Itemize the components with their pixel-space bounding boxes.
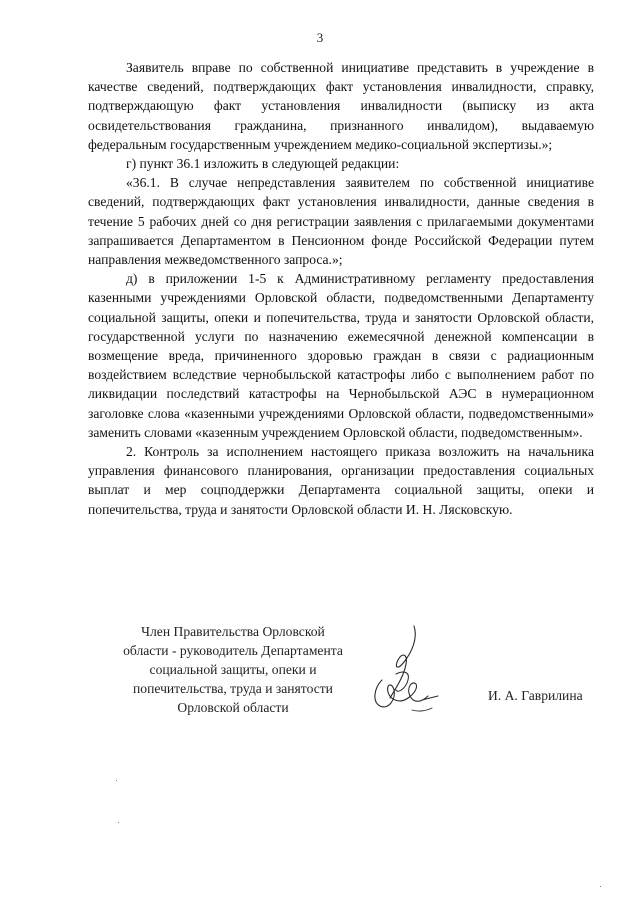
signatory-title-line: области - руководитель Департамента xyxy=(123,643,343,658)
signatory-title-line: Член Правительства Орловской xyxy=(141,624,325,639)
handwritten-signature-icon xyxy=(352,618,444,718)
scan-speck xyxy=(118,822,119,823)
paragraph-applicant-right: Заявитель вправе по собственной инициативе представить в учреждение в качестве сведений, подтверждающих факт установления инвалидности, справку, подтверждающую факт установления инвалидности (выписку из акта освидетельствования гражданина, признанного инвалидом), выдаваемую федеральным государственным учреждением медико-социальной экспертизы.»; xyxy=(88,60,594,152)
signatory-title-line: социальной защиты, опеки и xyxy=(149,662,317,677)
paragraph-item-g: г) пункт 36.1 изложить в следующей редакции: xyxy=(126,156,400,172)
paragraph-item-d: д) в приложении 1-5 к Административному регламенту предоставления казенными учреждениями Орловской области, подведомственными Департаменту социальной защиты, опеки и попечительства, труда и занятости Орловской области, государственной услуги по назначению ежемесячной денежной компенсации в возмещение вреда, причиненного здоровью граждан в связи с радиационным воздействием вследствие чернобыльской катастрофы либо с выполнением работ по ликвидации последствий катастрофы на Чернобыльской АЭС в нумерационном заголовке слова «казенными учреждениями Орловской области, подведомственными» заменить словами «казенным учреждением Орловской области, подведомственным». xyxy=(88,271,594,440)
signatory-title-line: Орловской области xyxy=(177,700,289,715)
paragraph-point-36-1: «36.1. В случае непредставления заявителем по собственной инициативе сведений, подтверждающих факт установления инвалидности, данные сведения в течение 5 рабочих дней со дня регистрации заявления с прилагаемыми документами запрашивается Департаментом в Пенсионном фонде Российской Федерации путем направления межведомственного запроса.»; xyxy=(88,175,594,268)
page-number: 3 xyxy=(316,30,324,45)
scan-speck xyxy=(600,886,601,887)
signer-name: И. А. Гаврилина xyxy=(488,688,583,703)
signatory-title-line: попечительства, труда и занятости xyxy=(133,681,333,696)
document-body xyxy=(88,58,594,519)
scan-speck xyxy=(116,780,117,781)
signatory-title xyxy=(88,622,378,717)
paragraph-control: 2. Контроль за исполнением настоящего приказа возложить на начальника управления финансового планирования, организации предоставления социальных выплат и мер соцподдержки Департамента социальной защиты, опеки и попечительства, труда и занятости Орловской области И. Н. Лясковскую. xyxy=(88,444,594,517)
